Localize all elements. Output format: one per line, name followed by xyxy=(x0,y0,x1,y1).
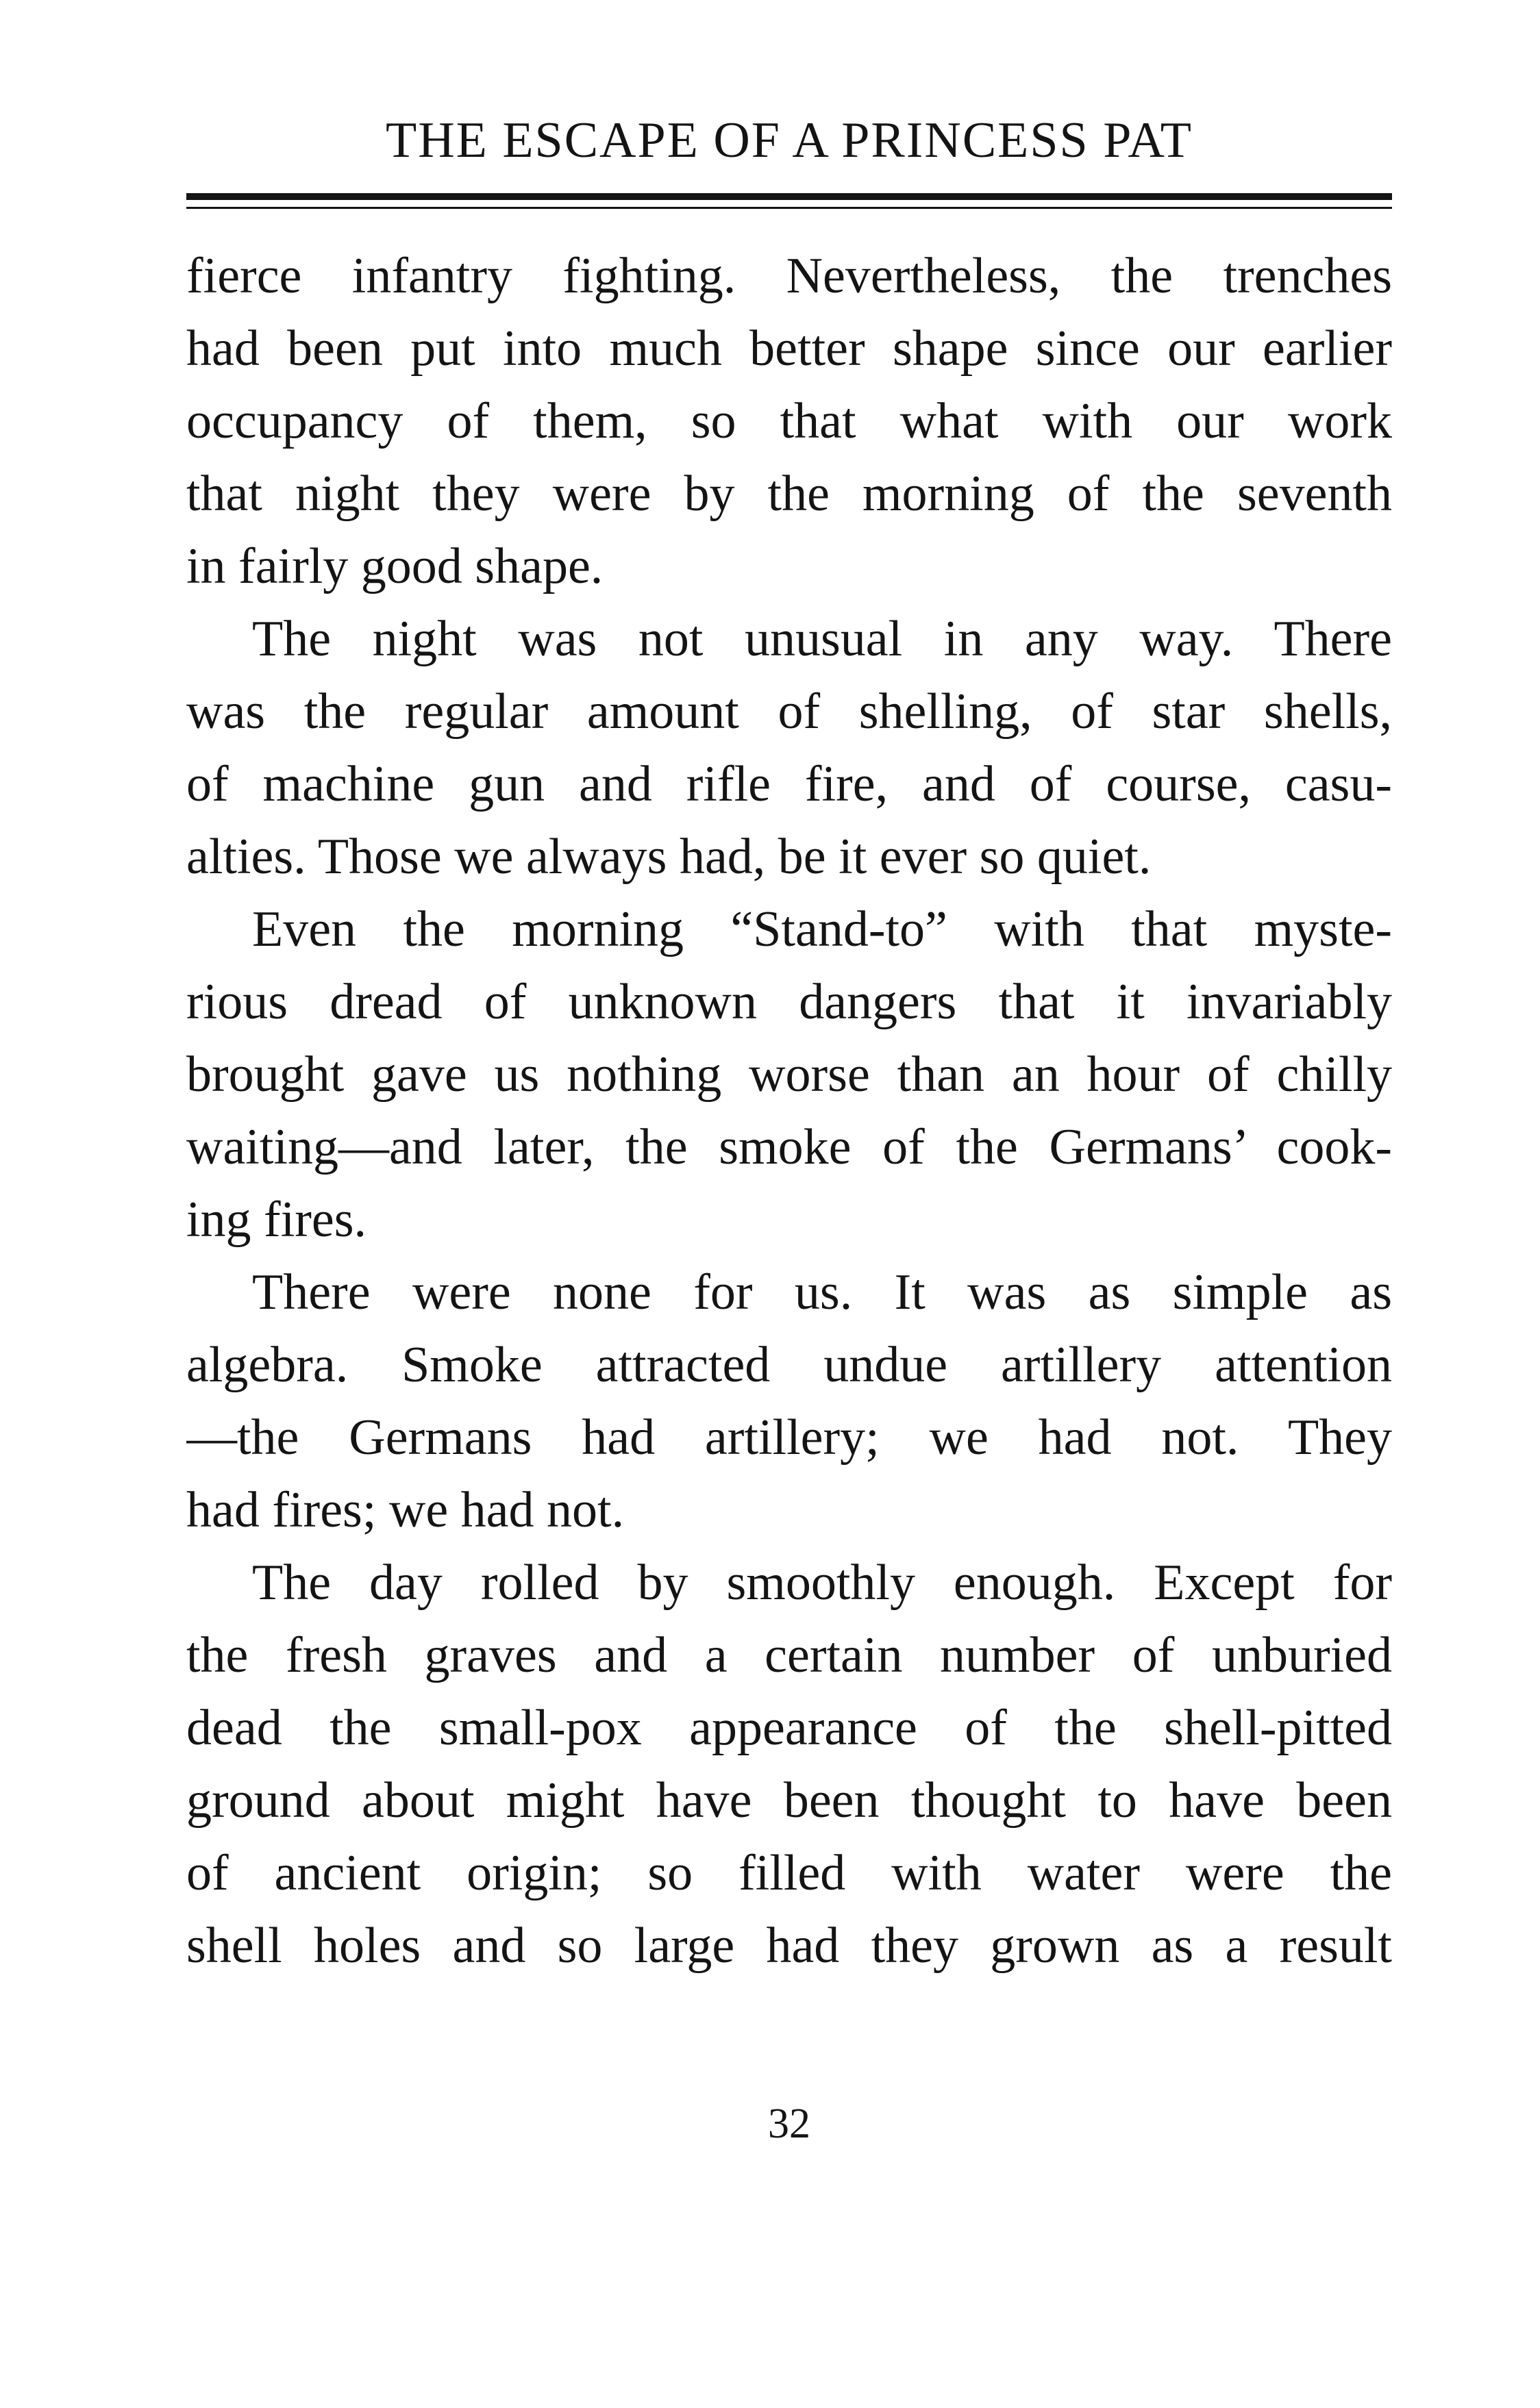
text-line: brought gave us nothing worse than an hour of chilly xyxy=(186,1046,1392,1103)
header-rule-thick xyxy=(186,193,1392,200)
text-line: the fresh graves and a certain number of unburied xyxy=(186,1627,1392,1683)
text-line: had fires; we had not. xyxy=(186,1482,625,1538)
text-line: alties. Those we always had, be it ever so quiet. xyxy=(186,829,1152,885)
text-line: had been put into much better shape since our earlier xyxy=(186,321,1392,377)
text-line: of ancient origin; so filled with water were the xyxy=(186,1845,1392,1901)
text-line: —the Germans had artillery; we had not. They xyxy=(186,1409,1392,1466)
text-line: shell holes and so large had they grown as a result xyxy=(186,1918,1392,1974)
text-line: The night was not unusual in any way. There xyxy=(252,611,1392,667)
text-line: of machine gun and rifle fire, and of course, casu- xyxy=(186,756,1392,812)
text-line: occupancy of them, so that what with our work xyxy=(186,393,1392,449)
text-line: There were none for us. It was as simple as xyxy=(252,1264,1392,1320)
header-rule-thin xyxy=(186,207,1392,209)
text-line: rious dread of unknown dangers that it invariably xyxy=(186,974,1392,1030)
page-number: 32 xyxy=(768,2100,810,2147)
text-line: The day rolled by smoothly enough. Except for xyxy=(252,1555,1392,1611)
text-line: ing fires. xyxy=(186,1192,367,1248)
running-head: THE ESCAPE OF A PRINCESS PAT xyxy=(386,112,1193,168)
text-line: algebra. Smoke attracted undue artillery attention xyxy=(186,1337,1392,1393)
text-line: fierce infantry fighting. Nevertheless, the trenches xyxy=(186,248,1392,304)
text-line: ground about might have been thought to have been xyxy=(186,1772,1392,1829)
text-line: that night they were by the morning of the seventh xyxy=(186,466,1392,522)
body-text xyxy=(186,240,1392,1982)
text-line: was the regular amount of shelling, of star shells, xyxy=(186,683,1392,740)
text-line: waiting—and later, the smoke of the Germans’ cook- xyxy=(186,1119,1392,1175)
text-line: in fairly good shape. xyxy=(186,538,604,594)
text-line: dead the small-pox appearance of the shell-pitted xyxy=(186,1700,1392,1756)
text-line: Even the morning “Stand-to” with that myste- xyxy=(252,901,1392,957)
